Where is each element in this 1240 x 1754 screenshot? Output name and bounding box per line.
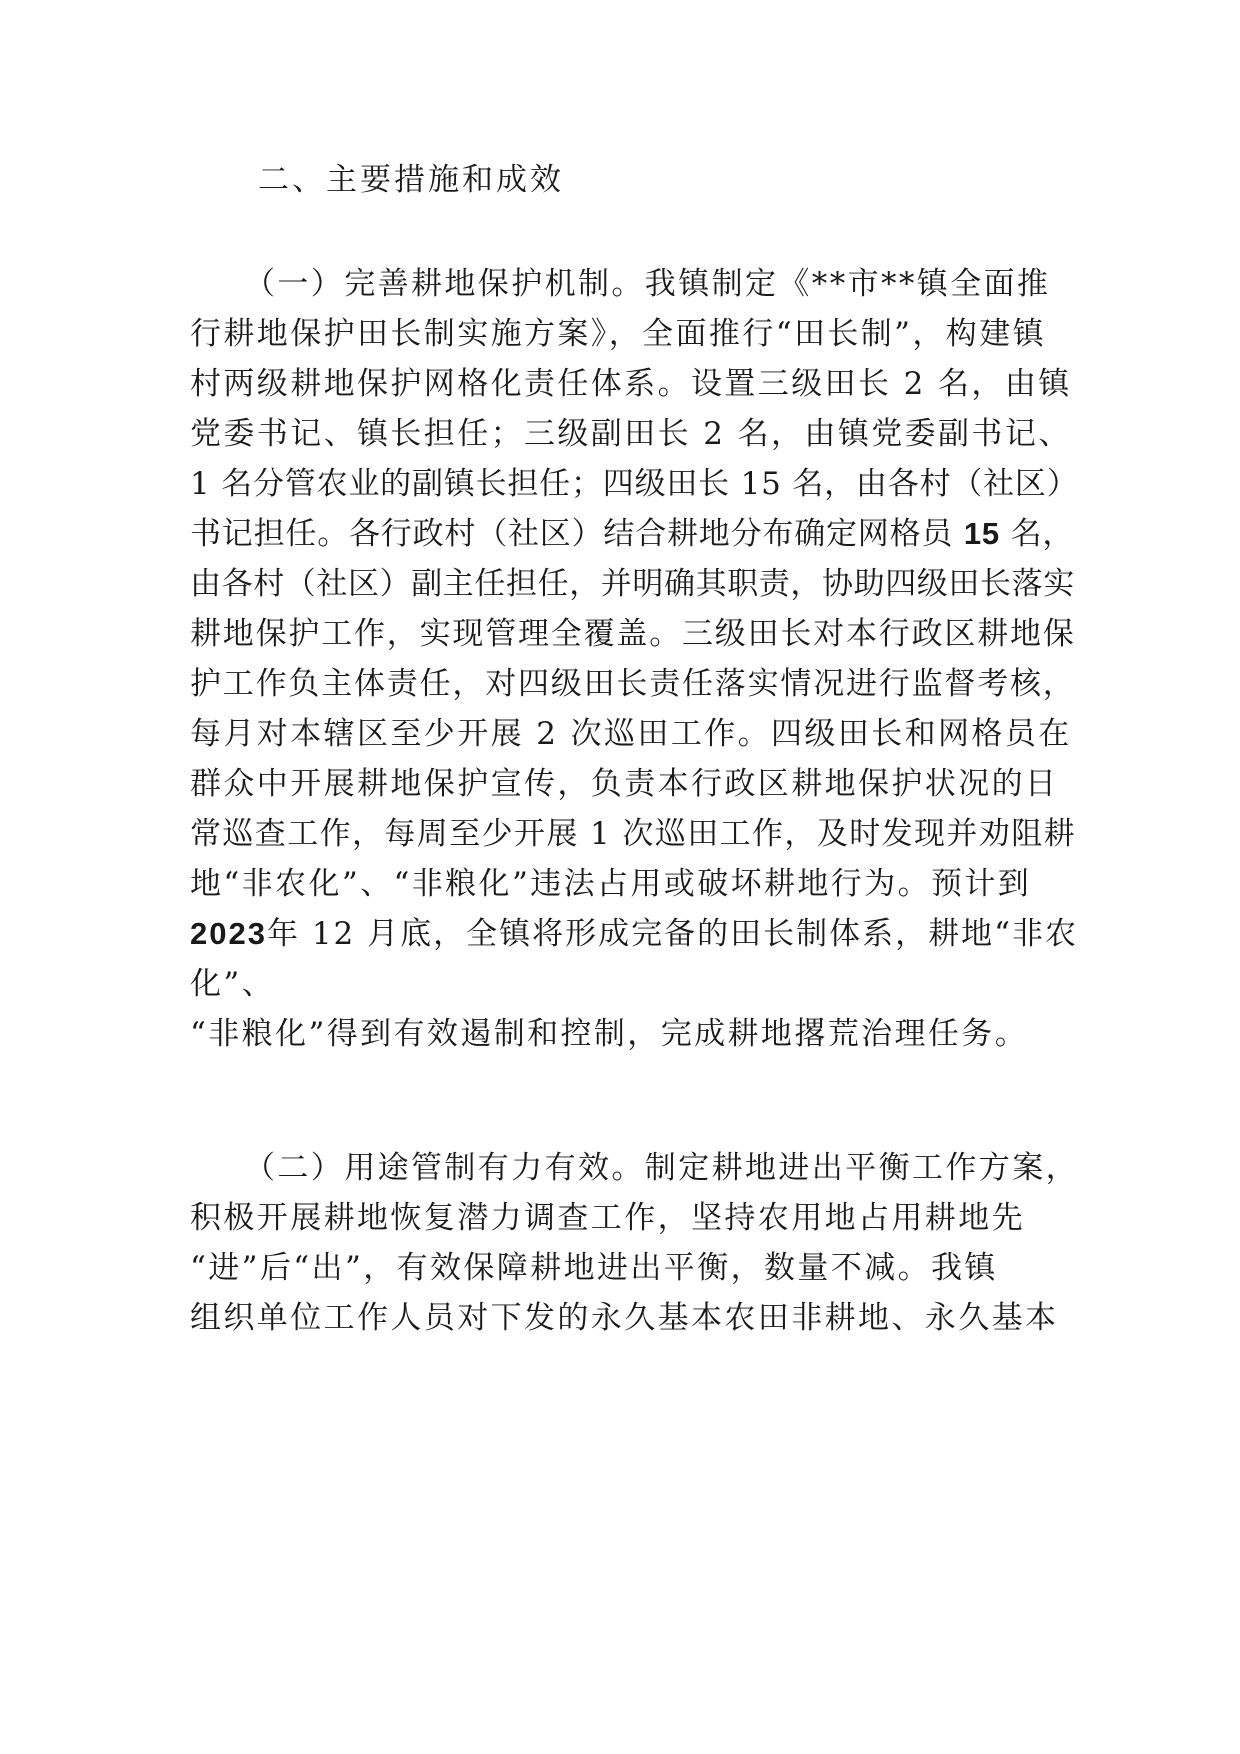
- paragraph-1-line-13: 地“非农化”、“非粮化”违法占用或破坏耕地行为。预计到: [190, 866, 1032, 902]
- paragraph-1-line-6-tail: 名，: [999, 516, 1075, 552]
- section-heading: 二、主要措施和成效: [258, 162, 564, 198]
- paragraph-1-line-12: 常巡查工作，每周至少开展 1 次巡田工作，及时发现并劝阻耕: [190, 816, 1077, 852]
- paragraph-1-line-11: 群众中开展耕地保护宣传，负责本行政区耕地保护状况的日: [190, 766, 1059, 802]
- paragraph-1-line-14: [190, 912, 1078, 956]
- paragraph-1-line-4: 党委书记、镇长担任；三级副田长 2 名，由镇党委副书记、: [190, 416, 1072, 452]
- paragraph-1-line-3: 村两级耕地保护网格化责任体系。设置三级田长 2 名，由镇: [190, 366, 1072, 402]
- gridworker-count: 15: [963, 516, 1000, 551]
- paragraph-1-line-6: [190, 512, 1074, 556]
- paragraph-2-line-4: 组织单位工作人员对下发的永久基本农田非耕地、永久基本: [190, 1300, 1059, 1336]
- paragraph-2-line-1: （二）用途管制有力有效。制定耕地进出平衡工作方案，: [244, 1150, 1079, 1186]
- paragraph-1-line-2: 行耕地保护田长制实施方案》，全面推行“田长制”，构建镇: [190, 316, 1046, 352]
- paragraph-2-line-2: 积极开展耕地恢复潜力调查工作，坚持农用地占用耕地先: [190, 1200, 1025, 1236]
- paragraph-1-line-8: 耕地保护工作，实现管理全覆盖。三级田长对本行政区耕地保: [190, 616, 1076, 652]
- target-year: 2023: [190, 916, 267, 951]
- paragraph-1-line-9: 护工作负主体责任，对四级田长责任落实情况进行监督考核，: [190, 666, 1076, 702]
- paragraph-1-line-1: （一）完善耕地保护机制。我镇制定《**市**镇全面推: [244, 266, 1051, 302]
- paragraph-1-line-10: 每月对本辖区至少开展 2 次巡田工作。四级田长和网格员在: [190, 716, 1072, 752]
- paragraph-1-line-15: 化”、: [190, 966, 276, 1002]
- paragraph-1-line-5: 1 名分管农业的副镇长担任；四级田长 15 名，由各村（社区）: [190, 466, 1079, 502]
- paragraph-1-line-14-text: 年 12 月底，全镇将形成完备的田长制体系，耕地“非农: [266, 916, 1078, 952]
- paragraph-1-line-7: 由各村（社区）副主任担任，并明确其职责，协助四级田长落实: [190, 566, 1075, 602]
- paragraph-2-line-3: “进”后“出”，有效保障耕地进出平衡，数量不减。我镇: [190, 1250, 998, 1286]
- paragraph-1-line-6-text: 书记担任。各行政村（社区）结合耕地分布确定网格员: [190, 516, 964, 552]
- paragraph-1-line-16: “非粮化”得到有效遏制和控制，完成耕地撂荒治理任务。: [190, 1016, 1029, 1052]
